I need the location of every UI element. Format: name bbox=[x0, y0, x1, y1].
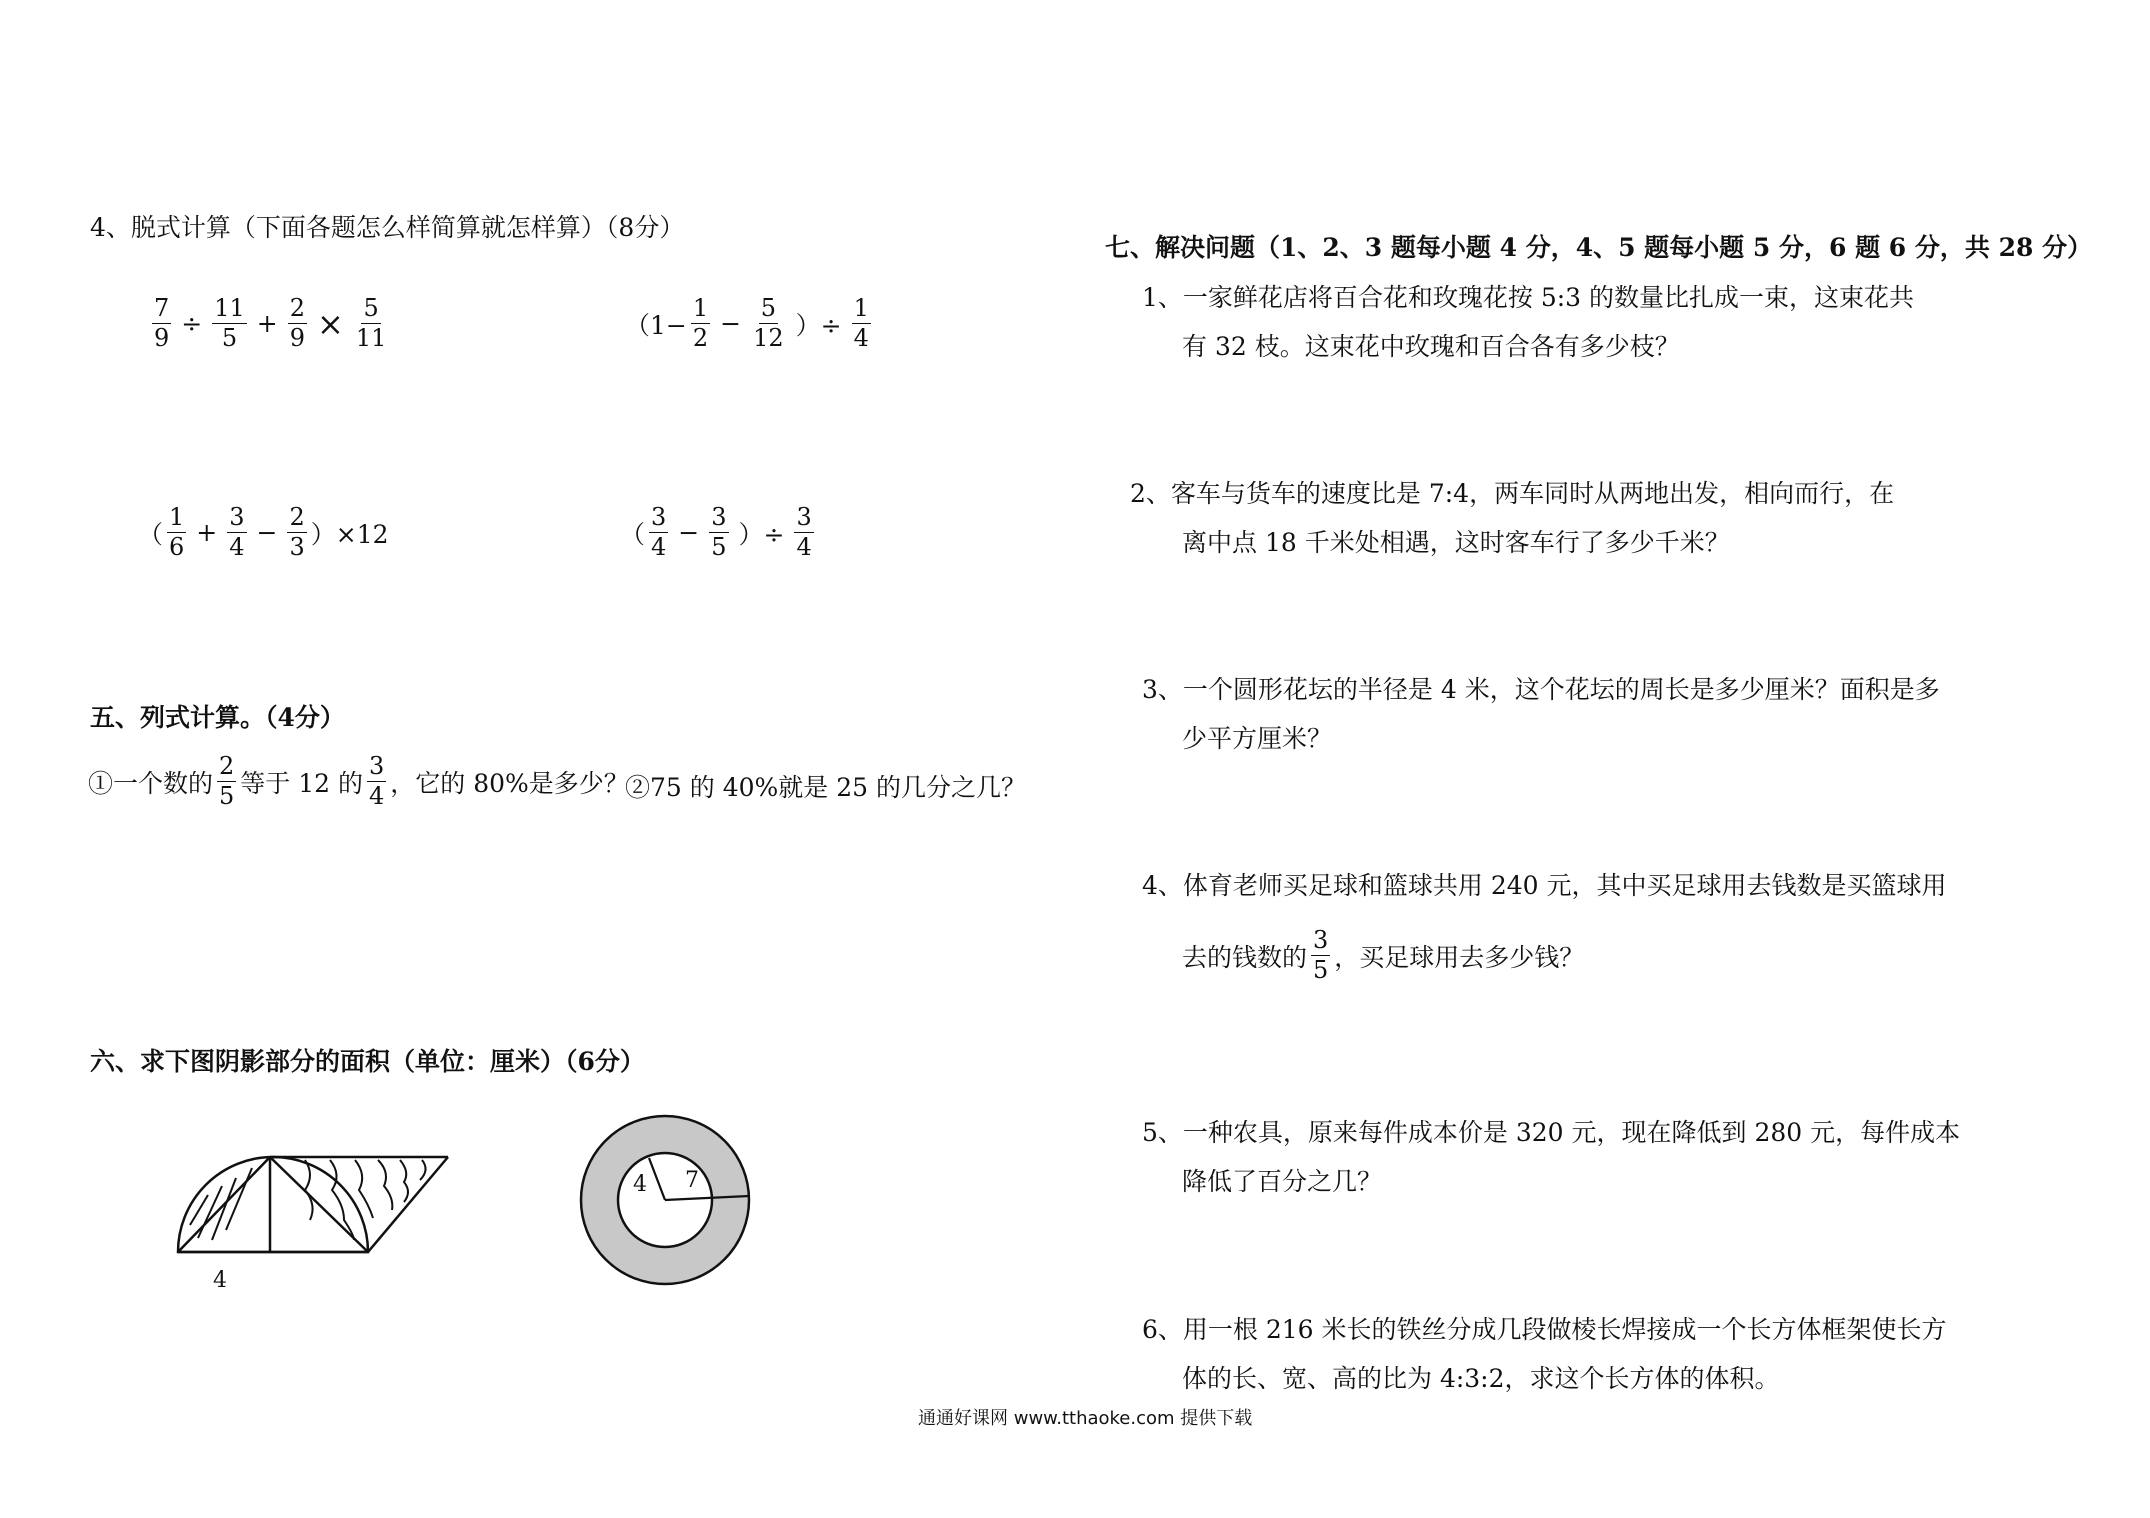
paren-close: ）÷ bbox=[738, 519, 785, 549]
fraction bbox=[367, 754, 386, 809]
numerator: 11 bbox=[212, 296, 247, 324]
footer-source: 通通好课网 www.tthaoke.com 提供下载 bbox=[918, 1408, 1253, 1429]
problem-5-line-1: 5、一种农具，原来每件成本价是 320 元，现在降低到 280 元，每件成本 bbox=[1142, 1118, 1961, 1147]
operator: − bbox=[720, 309, 742, 339]
question-text: ，它的 80%是多少？ bbox=[390, 768, 629, 798]
numerator: 1 bbox=[852, 296, 871, 324]
fraction bbox=[794, 505, 813, 560]
figure-2-inner-radius-label: 4 bbox=[633, 1172, 647, 1197]
problem-4-line-1: 4、体育老师买足球和篮球共用 240 元，其中买足球用去钱数是买篮球用 bbox=[1142, 871, 1947, 900]
denominator: 2 bbox=[692, 324, 709, 353]
operator: + bbox=[196, 518, 218, 548]
numerator: 5 bbox=[759, 296, 778, 324]
denominator: 11 bbox=[355, 324, 387, 353]
fraction bbox=[287, 505, 306, 560]
section-5-question-1 bbox=[88, 754, 629, 809]
denominator: 3 bbox=[289, 533, 305, 562]
denominator: 6 bbox=[169, 533, 185, 562]
expression-2 bbox=[625, 296, 875, 351]
fraction bbox=[691, 296, 710, 351]
problem-2-line-1: 2、客车与货车的速度比是 7:4，两车同时从两地出发，相向而行，在 bbox=[1130, 479, 1895, 508]
expression-4 bbox=[620, 505, 818, 560]
numerator: 3 bbox=[227, 505, 246, 533]
numerator: 3 bbox=[794, 505, 813, 533]
numerator: 1 bbox=[691, 296, 710, 324]
problem-6-line-1: 6、用一根 216 米长的铁丝分成几段做棱长焊接成一个长方体框架使长方 bbox=[1142, 1315, 1947, 1344]
denominator: 4 bbox=[796, 533, 812, 562]
figure-2-outer-radius-label: 7 bbox=[685, 1168, 699, 1193]
expression-1 bbox=[148, 296, 392, 351]
numerator: 2 bbox=[288, 296, 307, 324]
numerator: 5 bbox=[361, 296, 380, 324]
denominator: 5 bbox=[1313, 956, 1329, 985]
denominator: 4 bbox=[651, 533, 667, 562]
fraction bbox=[649, 505, 668, 560]
numerator: 2 bbox=[287, 505, 306, 533]
problem-6-line-2: 体的长、宽、高的比为 4:3:2，求这个长方体的体积。 bbox=[1182, 1364, 1780, 1393]
denominator: 4 bbox=[229, 533, 245, 562]
question-text: ，买足球用去多少钱？ bbox=[1334, 942, 1585, 972]
numerator: 7 bbox=[152, 296, 171, 324]
section-7-heading: 七、解决问题（1、2、3 题每小题 4 分，4、5 题每小题 5 分，6 题 6 分，共 28 分） bbox=[1105, 233, 2093, 262]
q4-heading: 4、脱式计算（下面各题怎么样简算就怎样算）（8分） bbox=[90, 213, 685, 242]
numerator: 3 bbox=[367, 754, 386, 782]
fraction bbox=[354, 296, 389, 351]
denominator: 4 bbox=[369, 782, 385, 811]
problem-2-line-2: 离中点 18 千米处相遇，这时客车行了多少千米？ bbox=[1182, 528, 1730, 557]
problem-4-line-2 bbox=[1182, 928, 1584, 983]
fraction bbox=[709, 505, 728, 560]
denominator: 4 bbox=[853, 324, 869, 353]
problem-5-line-2: 降低了百分之几？ bbox=[1182, 1167, 1383, 1196]
operator: ÷ bbox=[181, 309, 203, 339]
numerator: 3 bbox=[1311, 928, 1330, 956]
paren-open: （ bbox=[138, 519, 164, 549]
section-5-question-2: ②75 的 40%就是 25 的几分之几？ bbox=[625, 773, 1026, 802]
problem-3-line-1: 3、一个圆形花坛的半径是 4 米，这个花坛的周长是多少厘米？面积是多 bbox=[1142, 675, 1940, 704]
denominator: 5 bbox=[221, 324, 238, 353]
paren-close: ）×12 bbox=[310, 519, 389, 549]
paren-open: （ bbox=[620, 519, 646, 549]
fraction bbox=[152, 296, 171, 351]
figure-1-base-label: 4 bbox=[213, 1268, 227, 1293]
numerator: 3 bbox=[649, 505, 668, 533]
fraction bbox=[852, 296, 871, 351]
problem-1-line-2: 有 32 枝。这束花中玫瑰和百合各有多少枝？ bbox=[1182, 332, 1680, 361]
denominator: 9 bbox=[154, 324, 170, 353]
hatching bbox=[190, 1160, 426, 1240]
fraction bbox=[227, 505, 246, 560]
fraction bbox=[1311, 928, 1330, 983]
fraction bbox=[217, 754, 236, 809]
shaded-figure-ring bbox=[575, 1110, 755, 1290]
question-text: 等于 12 的 bbox=[240, 768, 364, 798]
numerator: 3 bbox=[709, 505, 728, 533]
expression-3 bbox=[138, 505, 389, 560]
denominator: 9 bbox=[289, 324, 306, 353]
problem-3-line-2: 少平方厘米？ bbox=[1182, 724, 1333, 753]
operator: × bbox=[317, 304, 344, 343]
operator: + bbox=[256, 309, 278, 339]
paren-close: ）÷ bbox=[795, 310, 842, 340]
denominator: 12 bbox=[753, 324, 784, 353]
section-5-heading: 五、列式计算。（4分） bbox=[90, 703, 345, 732]
fraction bbox=[212, 296, 247, 351]
question-text: ①一个数的 bbox=[88, 768, 214, 798]
paren-open: （1− bbox=[625, 310, 687, 340]
denominator: 5 bbox=[219, 782, 235, 811]
fraction bbox=[288, 296, 307, 351]
operator: − bbox=[678, 518, 700, 548]
numerator: 1 bbox=[167, 505, 186, 533]
operator: − bbox=[256, 518, 278, 548]
denominator: 5 bbox=[711, 533, 727, 562]
section-6-heading: 六、求下图阴影部分的面积（单位：厘米）（6分） bbox=[90, 1047, 645, 1076]
numerator: 2 bbox=[217, 754, 236, 782]
problem-1-line-1: 1、一家鲜花店将百合花和玫瑰花按 5:3 的数量比扎成一束，这束花共 bbox=[1142, 283, 1915, 312]
question-text: 去的钱数的 bbox=[1182, 942, 1308, 972]
fraction bbox=[167, 505, 186, 560]
fraction bbox=[751, 296, 786, 351]
